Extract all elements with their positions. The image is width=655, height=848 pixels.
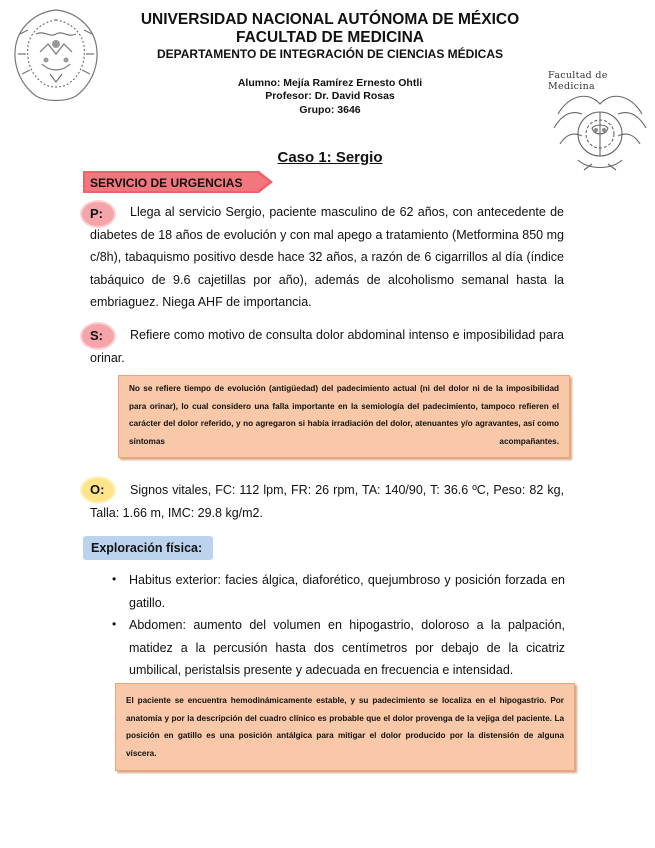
label-o: O: xyxy=(90,482,105,497)
faculty-name: FACULTAD DE MEDICINA xyxy=(236,29,424,46)
unam-seal-icon xyxy=(6,4,106,106)
exploracion-title: Exploración física: xyxy=(91,541,203,555)
label-p: P: xyxy=(90,206,103,221)
department-name: DEPARTAMENTO DE INTEGRACIÓN DE CIENCIAS MÉDICAS xyxy=(156,47,504,61)
paragraph-p: Llega al servicio Sergio, paciente masculino de 62 años, con antecedente de diabetes de 18 años de evolución y con mal apego a tratamiento (Metformina 850 mg c/8h), tabaquismo positivo desde hace 32 años, a razón de 6 cigarrillos al día (índice tabáquico de 9.6 cajetillas por año), además de alcoholismo semanal hasta la embriaguez. Niega AHF de importancia. xyxy=(90,205,564,309)
exploracion-item-abdomen: Abdomen: aumento del volumen en hipogastrio, doloroso a la palpación, matidez a la percusión hasta dos centímetros por debajo de la cicatriz umbilical, peristalsis presente y adecuada en frecuencia e intensidad. xyxy=(129,618,565,677)
bullet-icon: • xyxy=(112,572,117,586)
student-name: Alumno: Mejía Ramírez Ernesto Ohtli xyxy=(237,77,423,89)
university-name: UNIVERSIDAD NACIONAL AUTÓNOMA DE MÉXICO xyxy=(140,11,520,28)
paragraph-s: Refiere como motivo de consulta dolor abdominal intenso e imposibilidad para orinar. xyxy=(90,328,564,365)
note-s: No se refiere tiempo de evolución (antigüedad) del padecimiento actual (ni del dolor ni de la imposibilidad para orinar), lo cual considero una falla importante en la semiología del padecimiento, tampoco refieren el carácter del dolor referido, y no agregaron si había irradiación del dolor, atenuantes y/o agravantes, así como síntomas acompañantes. xyxy=(118,375,570,458)
exploracion-item-habitus: Habitus exterior: facies álgica, diaforético, quejumbroso y posición forzada en gatillo. xyxy=(129,573,565,610)
faculty-seal-label: Facultad de Medicina xyxy=(548,70,608,92)
case-title: Caso 1: Sergio xyxy=(277,149,383,166)
note-exploracion: El paciente se encuentra hemodinámicamente estable, y su padecimiento se localiza en el hipogastrio. Por anatomía y por la descripción del cuadro clínico es probable que el dolor provenga de la vejiga del paciente. La posición en gatillo es una posición antálgica para mitigar el dolor producido por la distensión de alguna víscera. xyxy=(115,683,575,771)
professor-name: Profesor: Dr. David Rosas xyxy=(265,90,395,102)
faculty-seal-icon xyxy=(548,84,652,182)
paragraph-o: Signos vitales, FC: 112 lpm, FR: 26 rpm, TA: 140/90, T: 36.6 ºC, Peso: 82 kg, Talla: 1.66 m, IMC: 29.8 kg/m2. xyxy=(90,483,564,520)
label-s: S: xyxy=(90,328,103,343)
group-number: Grupo: 3646 xyxy=(299,104,361,116)
bullet-icon: • xyxy=(112,617,117,631)
service-banner: SERVICIO DE URGENCIAS xyxy=(90,176,243,190)
